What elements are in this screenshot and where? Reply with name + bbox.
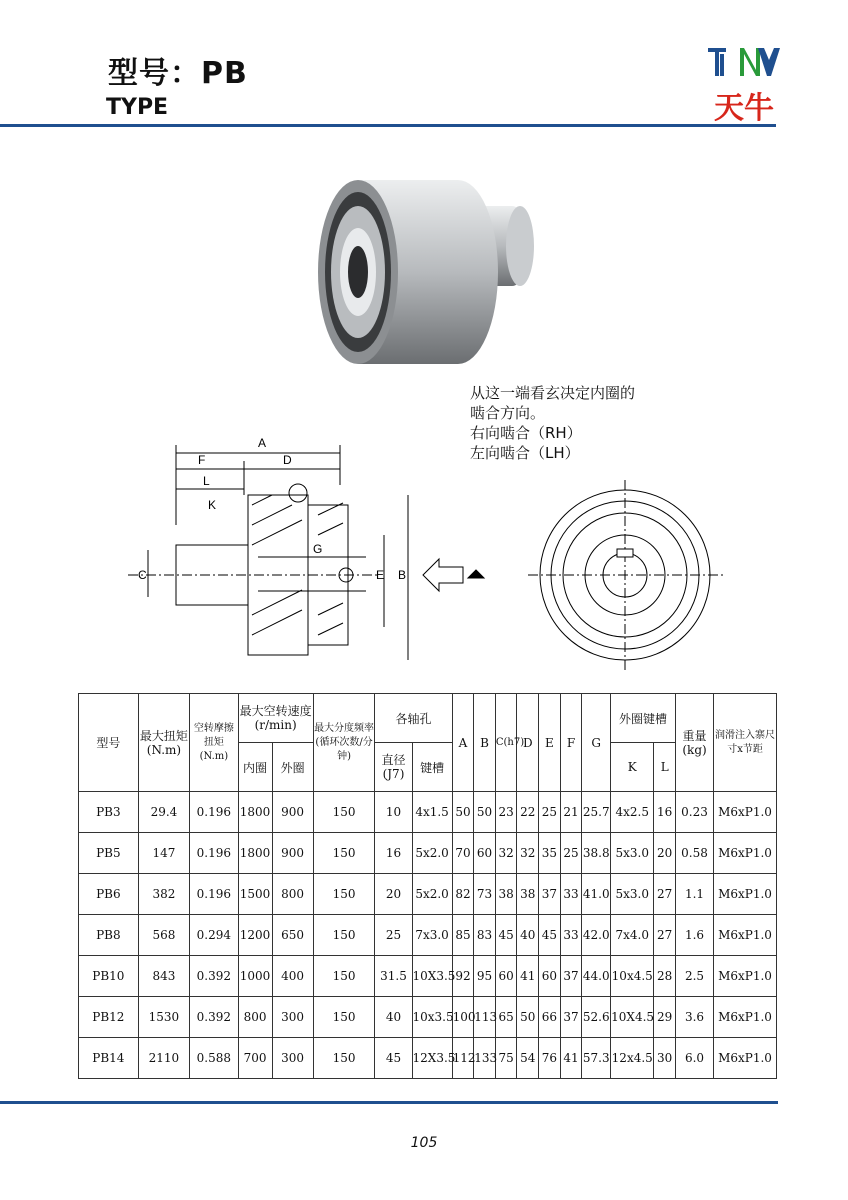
table-cell: 112 (452, 1038, 474, 1079)
header-dia: 直径(J7) (375, 743, 412, 792)
table-row (79, 1038, 777, 1079)
table-cell: 900 (272, 792, 313, 833)
table-cell: 25 (560, 833, 582, 874)
table-cell: 41 (517, 956, 539, 997)
table-cell: 0.294 (190, 915, 238, 956)
header-C: C(h7) (495, 694, 517, 792)
dim-F: F (198, 453, 206, 467)
table-cell: 150 (313, 956, 375, 997)
header-keyway: 键槽 (412, 743, 452, 792)
table-cell: 4x2.5 (611, 792, 654, 833)
table-cell: 10 (375, 792, 412, 833)
table-cell: 1800 (238, 833, 272, 874)
table-cell: 35 (539, 833, 561, 874)
note-line: 左向啮合（LH） (470, 444, 580, 462)
table-cell: 6.0 (675, 1038, 713, 1079)
table-cell: 73 (474, 874, 496, 915)
table-cell: M6xP1.0 (714, 792, 777, 833)
header-bore: 各轴孔 (375, 694, 452, 743)
table-cell: 800 (238, 997, 272, 1038)
table-cell: 2110 (138, 1038, 189, 1079)
table-cell: 10X4.5 (611, 997, 654, 1038)
table-cell: 41.0 (582, 874, 611, 915)
table-cell: 1200 (238, 915, 272, 956)
table-cell: 25 (375, 915, 412, 956)
dim-K: K (208, 498, 217, 512)
table-cell: 113 (474, 997, 496, 1038)
table-cell: M6xP1.0 (714, 956, 777, 997)
table-cell: 33 (560, 915, 582, 956)
header-rule (0, 124, 776, 127)
page-number: 105 (410, 1135, 438, 1151)
table-cell: PB5 (79, 833, 139, 874)
table-cell: 45 (375, 1038, 412, 1079)
table-cell: 0.392 (190, 997, 238, 1038)
header-max-speed: 最大空转速度(r/min) (238, 694, 313, 743)
table-cell: 82 (452, 874, 474, 915)
table-cell: 0.196 (190, 833, 238, 874)
table-cell: 4x1.5 (412, 792, 452, 833)
product-photo (298, 168, 538, 373)
table-cell: 5x3.0 (611, 874, 654, 915)
table-cell: 5x2.0 (412, 833, 452, 874)
table-cell: 12X3.5 (412, 1038, 452, 1079)
logo-text: 天牛 (714, 91, 774, 126)
table-cell: 700 (238, 1038, 272, 1079)
table-cell: 57.3 (582, 1038, 611, 1079)
table-cell: 28 (654, 956, 676, 997)
table-cell: PB10 (79, 956, 139, 997)
table-cell: 27 (654, 915, 676, 956)
table-cell: 0.196 (190, 792, 238, 833)
table-cell: 60 (474, 833, 496, 874)
table-cell: 70 (452, 833, 474, 874)
table-cell: 37 (560, 956, 582, 997)
dim-E: E (376, 568, 385, 582)
header-B: B (474, 694, 496, 792)
dim-G: G (313, 542, 323, 556)
table-cell: PB3 (79, 792, 139, 833)
table-cell: 76 (539, 1038, 561, 1079)
table-row (79, 915, 777, 956)
table-cell: 1530 (138, 997, 189, 1038)
note-line: 啮合方向。 (470, 404, 546, 422)
table-cell: 38 (517, 874, 539, 915)
table-cell: 1000 (238, 956, 272, 997)
table-cell: 30 (654, 1038, 676, 1079)
table-cell: 27 (654, 874, 676, 915)
table-cell: 150 (313, 915, 375, 956)
table-cell: 40 (517, 915, 539, 956)
table-cell: 843 (138, 956, 189, 997)
table-cell: 32 (495, 833, 517, 874)
dim-B: B (398, 568, 407, 582)
table-cell: 75 (495, 1038, 517, 1079)
table-cell: 133 (474, 1038, 496, 1079)
table-cell: 650 (272, 915, 313, 956)
table-cell: 20 (375, 874, 412, 915)
table-cell: 38.8 (582, 833, 611, 874)
table-cell: 21 (560, 792, 582, 833)
header-F: F (560, 694, 582, 792)
table-cell: M6xP1.0 (714, 874, 777, 915)
table-cell: 900 (272, 833, 313, 874)
dim-L: L (203, 474, 210, 488)
table-cell: 150 (313, 874, 375, 915)
table-cell: 1.1 (675, 874, 713, 915)
table-cell: 0.392 (190, 956, 238, 997)
header-weight: 重量(kg) (675, 694, 713, 792)
table-cell: 42.0 (582, 915, 611, 956)
table-cell: 29.4 (138, 792, 189, 833)
table-cell: 95 (474, 956, 496, 997)
table-cell: 92 (452, 956, 474, 997)
page-subtitle: TYPE (106, 95, 169, 120)
table-cell: M6xP1.0 (714, 915, 777, 956)
table-cell: PB14 (79, 1038, 139, 1079)
table-cell: 60 (539, 956, 561, 997)
table-cell: 5x2.0 (412, 874, 452, 915)
table-cell: PB6 (79, 874, 139, 915)
table-cell: 150 (313, 833, 375, 874)
table-cell: 100 (452, 997, 474, 1038)
table-cell: 50 (474, 792, 496, 833)
table-cell: 568 (138, 915, 189, 956)
header-inner: 内圈 (238, 743, 272, 792)
table-cell: 50 (517, 997, 539, 1038)
table-row (79, 997, 777, 1038)
note-line: 从这一端看玄决定内圈的 (470, 384, 636, 402)
header-K: K (611, 743, 654, 792)
note-line: 右向啮合（RH） (470, 424, 582, 442)
table-cell: 0.58 (675, 833, 713, 874)
table-cell: 31.5 (375, 956, 412, 997)
table-cell: 16 (375, 833, 412, 874)
table-cell: 45 (539, 915, 561, 956)
table-cell: 32 (517, 833, 539, 874)
dim-D: D (283, 453, 292, 467)
table-cell: 22 (517, 792, 539, 833)
header-freq: 最大分度频率(循环次数/分钟) (313, 694, 375, 792)
page-title: 型号：PB (108, 56, 248, 91)
table-cell: 147 (138, 833, 189, 874)
brand-logo (704, 40, 784, 128)
header-A: A (452, 694, 474, 792)
table-cell: 38 (495, 874, 517, 915)
table-cell: 25.7 (582, 792, 611, 833)
header-outer-key: 外圈键槽 (611, 694, 676, 743)
table-cell: 20 (654, 833, 676, 874)
table-cell: 10x3.5 (412, 997, 452, 1038)
table-cell: 1.6 (675, 915, 713, 956)
table-row (79, 833, 777, 874)
technical-drawing (68, 365, 778, 685)
table-row (79, 792, 777, 833)
table-cell: 382 (138, 874, 189, 915)
header-E: E (539, 694, 561, 792)
table-cell: 41 (560, 1038, 582, 1079)
logo-mark-icon (708, 48, 780, 76)
table-cell: 300 (272, 997, 313, 1038)
header-outer: 外圈 (272, 743, 313, 792)
engagement-note (470, 383, 635, 463)
table-cell: 37 (539, 874, 561, 915)
table-cell: 2.5 (675, 956, 713, 997)
table-cell: M6xP1.0 (714, 997, 777, 1038)
table-cell: 16 (654, 792, 676, 833)
dim-C: C (138, 568, 147, 582)
header-model: 型号 (79, 694, 139, 792)
table-cell: 400 (272, 956, 313, 997)
table-cell: 0.588 (190, 1038, 238, 1079)
footer-rule (0, 1101, 778, 1104)
table-cell: 7x4.0 (611, 915, 654, 956)
table-cell: M6xP1.0 (714, 1038, 777, 1079)
dim-A: A (258, 436, 267, 450)
table-row (79, 874, 777, 915)
table-cell: 300 (272, 1038, 313, 1079)
header-max-torque: 最大扭矩(N.m) (138, 694, 189, 792)
table-cell: 25 (539, 792, 561, 833)
table-cell: 66 (539, 997, 561, 1038)
table-row (79, 956, 777, 997)
table-cell: PB12 (79, 997, 139, 1038)
table-cell: 150 (313, 997, 375, 1038)
table-cell: 40 (375, 997, 412, 1038)
header-G: G (582, 694, 611, 792)
table-cell: 44.0 (582, 956, 611, 997)
table-cell: 50 (452, 792, 474, 833)
table-cell: 0.23 (675, 792, 713, 833)
table-cell: 1800 (238, 792, 272, 833)
header-idle-torque: 空转摩擦扭矩(N.m) (190, 694, 238, 792)
header-L: L (654, 743, 676, 792)
table-cell: 52.6 (582, 997, 611, 1038)
table-cell: 23 (495, 792, 517, 833)
table-cell: 10X3.5 (412, 956, 452, 997)
table-cell: PB8 (79, 915, 139, 956)
table-cell: 83 (474, 915, 496, 956)
table-cell: M6xP1.0 (714, 833, 777, 874)
spec-table (78, 693, 777, 1079)
table-cell: 7x3.0 (412, 915, 452, 956)
table-cell: 10x4.5 (611, 956, 654, 997)
table-cell: 29 (654, 997, 676, 1038)
table-cell: 3.6 (675, 997, 713, 1038)
table-cell: 60 (495, 956, 517, 997)
table-cell: 54 (517, 1038, 539, 1079)
table-cell: 45 (495, 915, 517, 956)
table-cell: 800 (272, 874, 313, 915)
table-cell: 1500 (238, 874, 272, 915)
table-cell: 0.196 (190, 874, 238, 915)
table-cell: 5x3.0 (611, 833, 654, 874)
header-D: D (517, 694, 539, 792)
table-cell: 150 (313, 1038, 375, 1079)
table-cell: 33 (560, 874, 582, 915)
table-cell: 12x4.5 (611, 1038, 654, 1079)
table-cell: 85 (452, 915, 474, 956)
table-cell: 65 (495, 997, 517, 1038)
header-lube: 润滑注入寨尺寸x节距 (714, 694, 777, 792)
table-cell: 37 (560, 997, 582, 1038)
table-cell: 150 (313, 792, 375, 833)
